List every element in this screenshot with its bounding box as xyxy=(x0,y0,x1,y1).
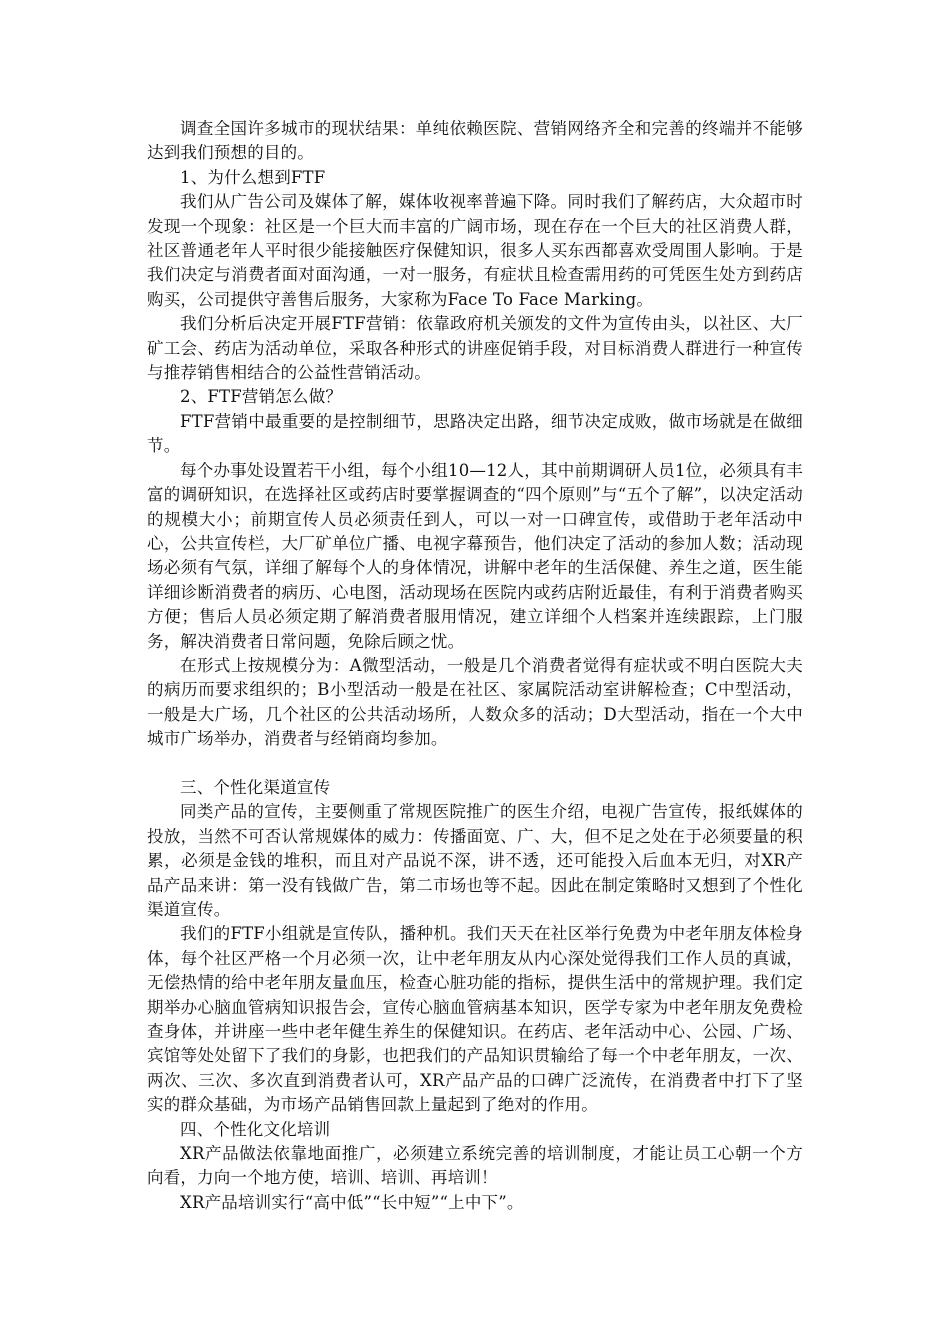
paragraph-training-system: XR产品做法依靠地面推广，必须建立系统完善的培训制度，才能让员工心朝一个方向看，力向一个地方使，培训、培训、再培训！ xyxy=(147,1144,803,1188)
heading-culture-training: 四、个性化文化培训 xyxy=(180,1119,331,1139)
document-body xyxy=(147,117,803,1215)
paragraph-activity-scale: 在形式上按规模分为：A微型活动，一般是几个消费者觉得有症状或不明白医院大夫的病历而要求组织的；B小型活动一般是在社区、家属院活动室讲解检查；C中型活动，一般是大广场，几个社区的公共活动场所，人数众多的活动；D大型活动，指在一个大中城市广场举办，消费者与经销商均参加。 xyxy=(147,655,803,749)
paragraph-ftf-team-work: 我们的FTF小组就是宣传队，播种机。我们天天在社区举行免费为中老年朋友体检身体，每个社区严格一个月必须一次，让中老年朋友从内心深处觉得我们工作人员的真诚，无偿热情的给中老年朋友量血压，检查心脏功能的指标，提供生活中的常规护理。我们定期举办心脑血管病知识报告会，宣传心脑血管病基本知识，医学专家为中老年朋友免费检查身体，并讲座一些中老年健生养生的保健知识。在药店、老年活动中心、公园、广场、宾馆等处处留下了我们的身影，也把我们的产品知识贯输给了每一个中老年朋友，一次、两次、三次、多次直到消费者认可，XR产品产品的口碑广泛流传，在消费者中打下了坚实的群众基础，为市场产品销售回款上量起到了绝对的作用。 xyxy=(147,924,803,1115)
heading-channel-promotion: 三、个性化渠道宣传 xyxy=(180,777,331,797)
paragraph-conventional-media: 同类产品的宣传，主要侧重了常规医院推广的医生介绍，电视广告宣传，报纸媒体的投放，当然不可否认常规媒体的威力：传播面宽、广、大，但不足之处在于必须要量的积累，必须是金钱的堆积，而且对产品说不深，讲不透，还可能投入后血本无归，对XR产品产品来讲：第一没有钱做广告，第二市场也等不起。因此在制定策略时又想到了个性化渠道宣传。 xyxy=(147,802,803,919)
heading-why-ftf: 1、为什么想到FTF xyxy=(180,167,326,187)
paragraph-media-research: 我们从广告公司及媒体了解，媒体收视率普遍下降。同时我们了解药店，大众超市时发现一个现象：社区是一个巨大而丰富的广阔市场，现在存在一个巨大的社区消费人群，社区普通老年人平时很少能接触医疗保健知识，很多人买东西都喜欢受周围人影响。于是我们决定与消费者面对面沟通，一对一服务，有症状且检查需用药的可凭医生处方到药店购买，公司提供守善售后服务，大家称为Face To Face Marking。 xyxy=(147,192,803,309)
paragraph-detail-control: FTF营销中最重要的是控制细节，思路决定出路，细节决定成败，做市场就是在做细节。 xyxy=(147,411,803,456)
paragraph-training-levels: XR产品培训实行“高中低”“长中短”“上中下”。 xyxy=(180,1192,524,1212)
heading-how-ftf: 2、FTF营销怎么做？ xyxy=(180,387,343,407)
paragraph-ftf-decision: 我们分析后决定开展FTF营销：依靠政府机关颁发的文件为宣传由头，以社区、大厂矿工会、药店为活动单位，采取各种形式的讲座促销手段，对目标消费人群进行一种宣传与推荐销售相结合的公益性营销活动。 xyxy=(147,314,803,383)
paragraph-team-setup: 每个办事处设置若干小组，每个小组10—12人，其中前期调研人员1位，必须具有丰富的调研知识，在选择社区或药店时要掌握调查的“四个原则”与“五个了解”，以决定活动的规模大小；前期宣传人员必须责任到人，可以一对一口碑宣传，或借助于老年活动中心，公共宣传栏，大厂矿单位广播、电视字幕预告，他们决定了活动的参加人数；活动现场必须有气氛，详细了解每个人的身体情况，讲解中老年的生活保健、养生之道，医生能详细诊断消费者的病历、心电图，活动现场在医院内或药店附近最佳，有利于消费者购买方便；售后人员必须定期了解消费者服用情况，建立详细个人档案并连续跟踪，上门服务，解决消费者日常问题，免除后顾之忧。 xyxy=(147,460,803,651)
paragraph-survey-result: 调查全国许多城市的现状结果：单纯依赖医院、营销网络齐全和完善的终端并不能够达到我们预想的目的。 xyxy=(147,119,803,163)
